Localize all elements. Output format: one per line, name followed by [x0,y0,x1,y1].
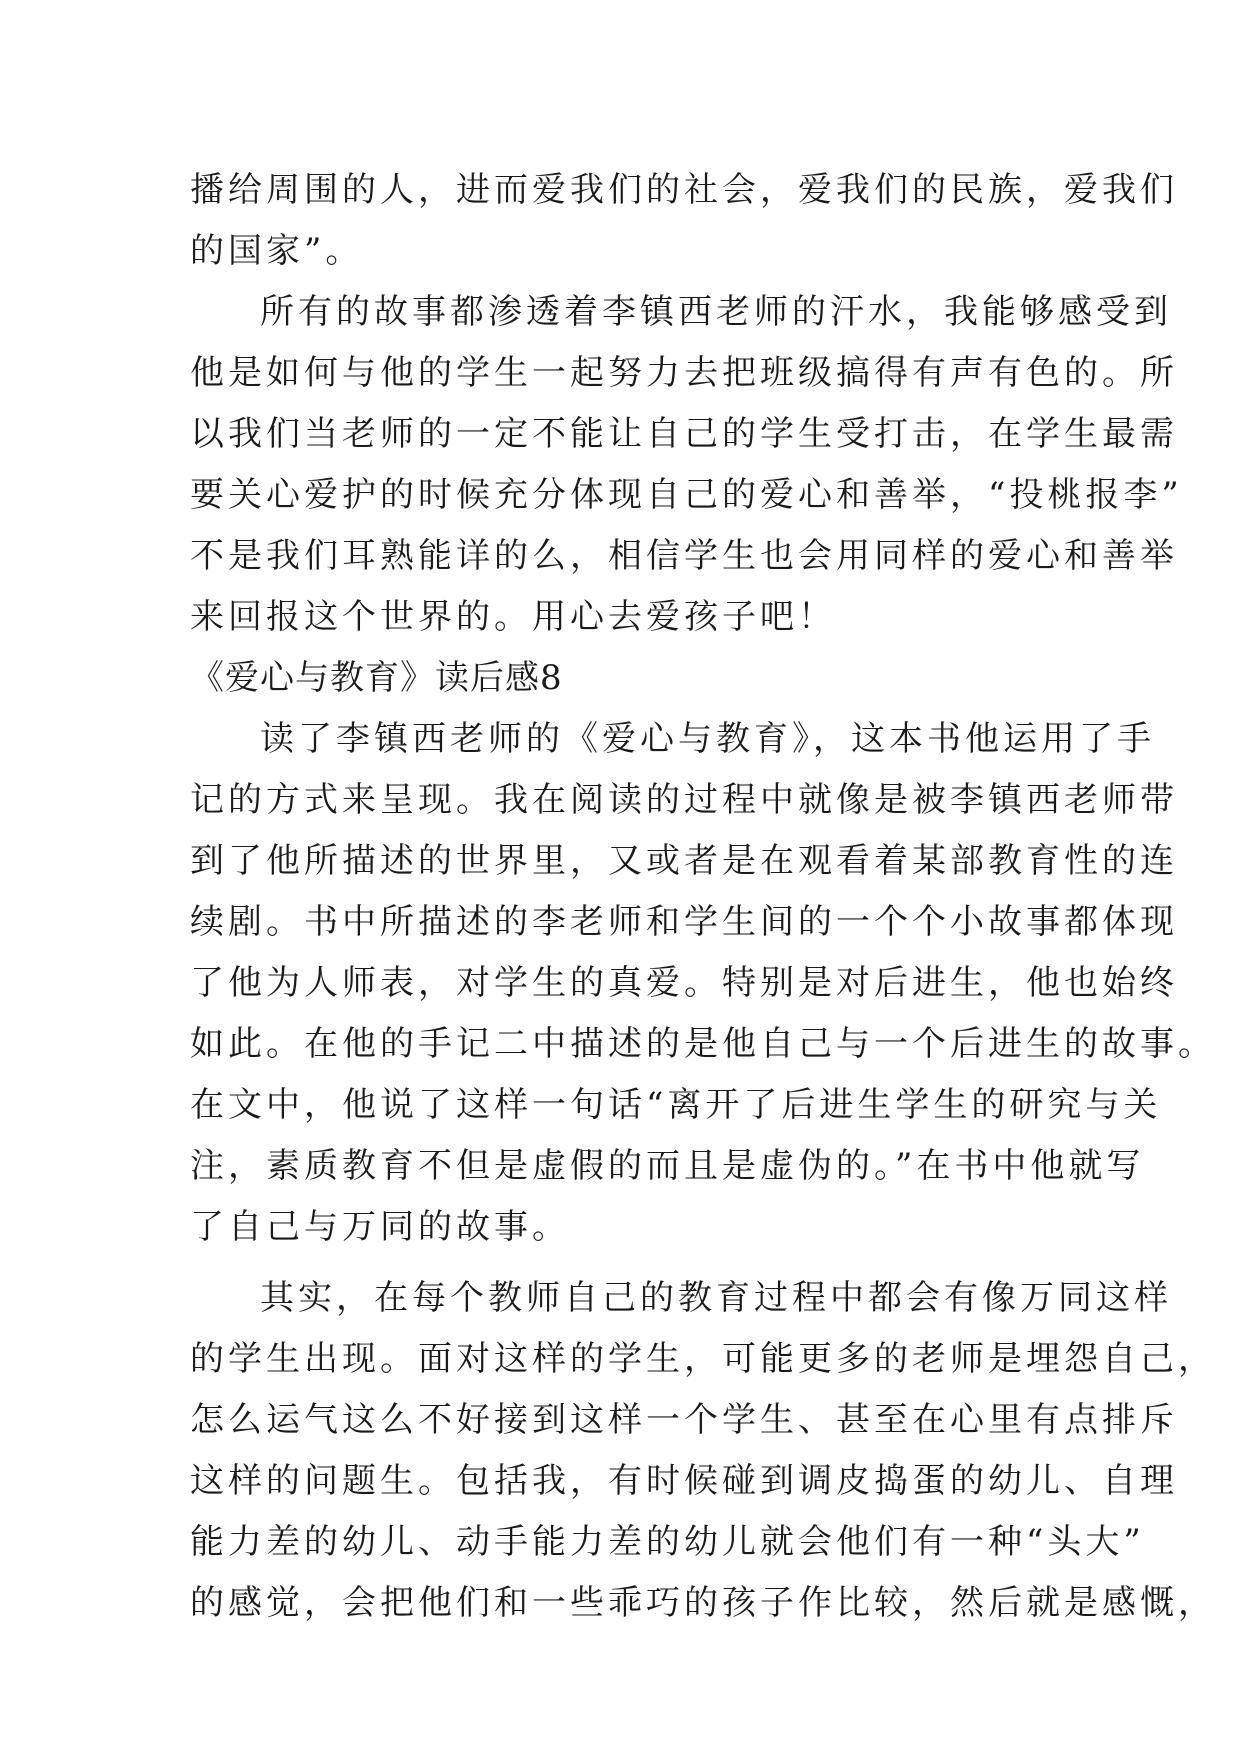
paragraph-gap [190,1258,1056,1268]
text-line: 到了他所描述的世界里，又或者是在观看着某部教育性的连 [190,841,1178,881]
text-line: 不是我们耳熟能详的么，相信学生也会用同样的爱心和善举 [190,536,1178,576]
text-line: 如此。在他的手记二中描述的是他自己与一个后进生的故事。 [190,1024,1216,1064]
text-line: 播给周围的人，进而爱我们的社会，爱我们的民族，爱我们 [190,170,1178,210]
text-line: 的感觉，会把他们和一些乖巧的孩子作比较，然后就是感慨， [190,1583,1216,1623]
text-line: 来回报这个世界的。用心去爱孩子吧！ [190,597,836,637]
text-line: 怎么运气这么不好接到这样一个学生、甚至在心里有点排斥 [190,1400,1178,1440]
text-line: 他是如何与他的学生一起努力去把班级搞得有声有色的。所 [190,353,1178,393]
paragraph-start-line: 所有的故事都渗透着李镇西老师的汗水，我能够感受到 [260,292,1172,332]
text-line: 在文中，他说了这样一句话“离开了后进生学生的研究与关 [190,1085,1162,1125]
text-line: 的学生出现。面对这样的学生，可能更多的老师是埋怨自己， [190,1339,1216,1379]
section-heading: 《爱心与教育》读后感8 [190,658,563,698]
text-line: 了他为人师表，对学生的真爱。特别是对后进生，他也始终 [190,963,1178,1003]
text-line: 能力差的幼儿、动手能力差的幼儿就会他们有一种“头大” [190,1522,1145,1562]
text-line: 了自己与万同的故事。 [190,1207,570,1247]
text-line: 要关心爱护的时候充分体现自己的爱心和善举，“投桃报李” [190,475,1183,515]
paragraph-start-line: 其实，在每个教师自己的教育过程中都会有像万同这样 [260,1278,1172,1318]
document-body [190,160,1216,1634]
text-line: 的国家”。 [190,231,364,271]
text-line: 记的方式来呈现。我在阅读的过程中就像是被李镇西老师带 [190,780,1178,820]
text-line: 注，素质教育不但是虚假的而且是虚伪的。”在书中他就写 [190,1146,1145,1186]
text-line: 这样的问题生。包括我，有时候碰到调皮捣蛋的幼儿、自理 [190,1461,1178,1501]
text-line: 以我们当老师的一定不能让自己的学生受打击，在学生最需 [190,414,1178,454]
paragraph-start-line: 读了李镇西老师的《爱心与教育》，这本书他运用了手 [260,719,1155,759]
text-line: 续剧。书中所描述的李老师和学生间的一个个小故事都体现 [190,902,1178,942]
